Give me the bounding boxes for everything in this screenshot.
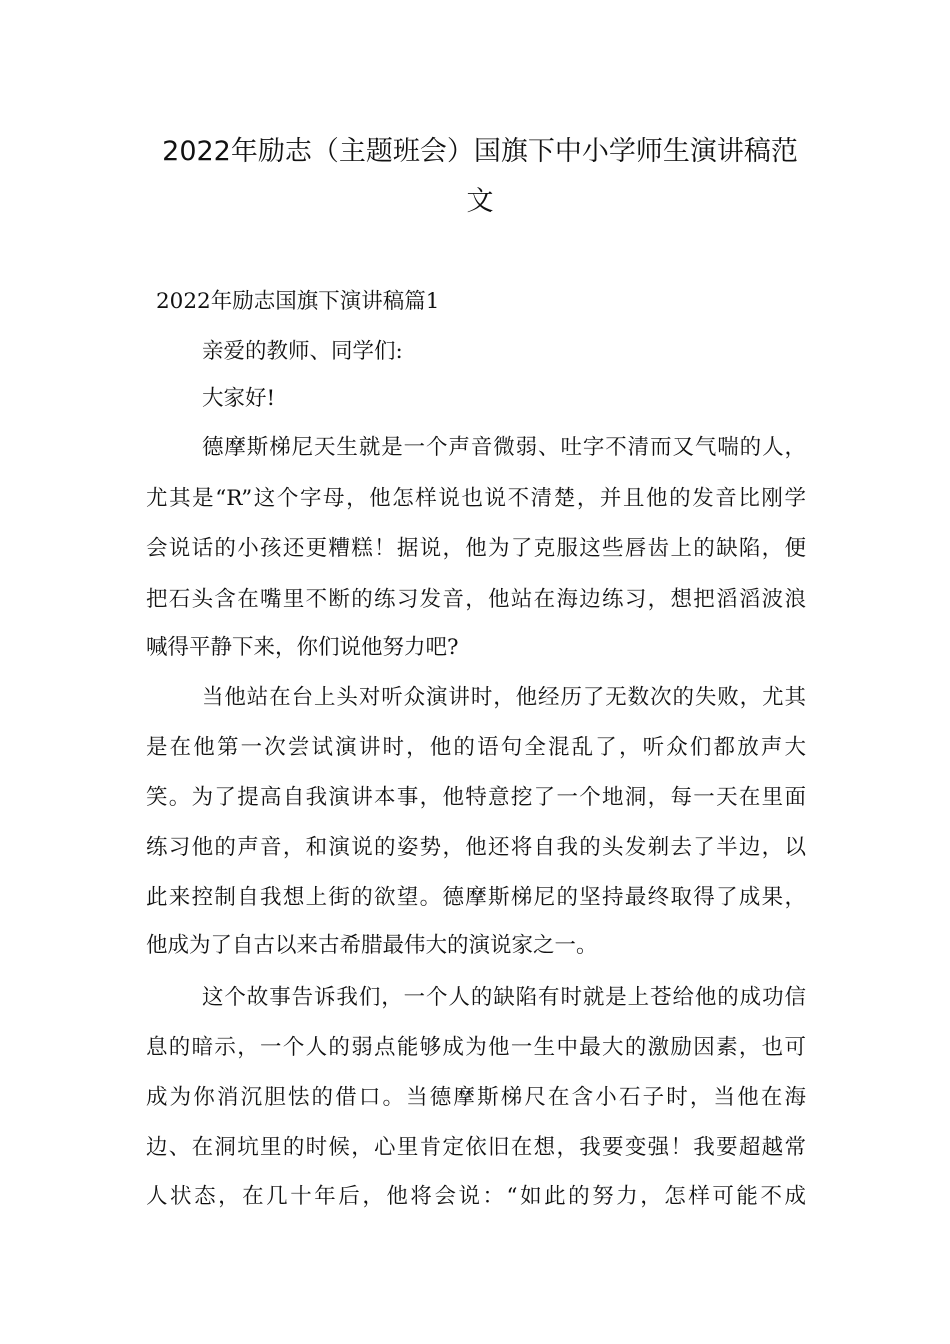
paragraph-line: 当他站在台上头对听众演讲时，他经历了无数次的失败，尤其 xyxy=(202,685,806,710)
paragraph-line: 把石头含在嘴里不断的练习发音，他站在海边练习，想把滔滔波浪 xyxy=(146,587,806,612)
greeting-line: 亲爱的教师、同学们: xyxy=(202,339,403,364)
section-heading: 2022年励志国旗下演讲稿篇1 xyxy=(156,289,440,314)
paragraph-line: 成为你消沉胆怯的借口。当德摩斯梯尺在含小石子时，当他在海 xyxy=(146,1085,806,1110)
paragraph-line: 练习他的声音，和演说的姿势，他还将自我的头发剃去了半边，以 xyxy=(146,835,806,860)
paragraph-line: 是在他第一次尝试演讲时，他的语句全混乱了，听众们都放声大 xyxy=(146,735,806,760)
paragraph-line: 会说话的小孩还更糟糕！据说，他为了克服这些唇齿上的缺陷，便 xyxy=(146,536,806,561)
paragraph-line: 此来控制自我想上街的欲望。德摩斯梯尼的坚持最终取得了成果， xyxy=(146,885,806,910)
paragraph-line: 边、在洞坑里的时候，心里肯定依旧在想，我要变强！我要超越常 xyxy=(146,1135,806,1160)
hello-line: 大家好! xyxy=(202,386,276,411)
document-title-line-2: 文 xyxy=(466,186,494,217)
paragraph-line: 德摩斯梯尼天生就是一个声音微弱、吐字不清而又气喘的人， xyxy=(202,435,806,460)
paragraph-line: 喊得平静下来，你们说他努力吧? xyxy=(146,635,459,660)
paragraph-line: 息的暗示，一个人的弱点能够成为他一生中最大的激励因素，也可 xyxy=(146,1035,806,1060)
paragraph-line: 人状态，在几十年后，他将会说：“如此的努力，怎样可能不成 xyxy=(146,1184,806,1209)
paragraph-line: 这个故事告诉我们，一个人的缺陷有时就是上苍给他的成功信 xyxy=(202,985,806,1010)
document-title-line-1: 2022年励志（主题班会）国旗下中小学师生演讲稿范 xyxy=(162,136,798,167)
paragraph-line: 他成为了自古以来古希腊最伟大的演说家之一。 xyxy=(146,933,598,958)
paragraph-line: 尤其是“R”这个字母，他怎样说也说不清楚，并且他的发音比刚学 xyxy=(146,486,806,511)
paragraph-line: 笑。为了提高自我演讲本事，他特意挖了一个地洞，每一天在里面 xyxy=(146,785,806,810)
